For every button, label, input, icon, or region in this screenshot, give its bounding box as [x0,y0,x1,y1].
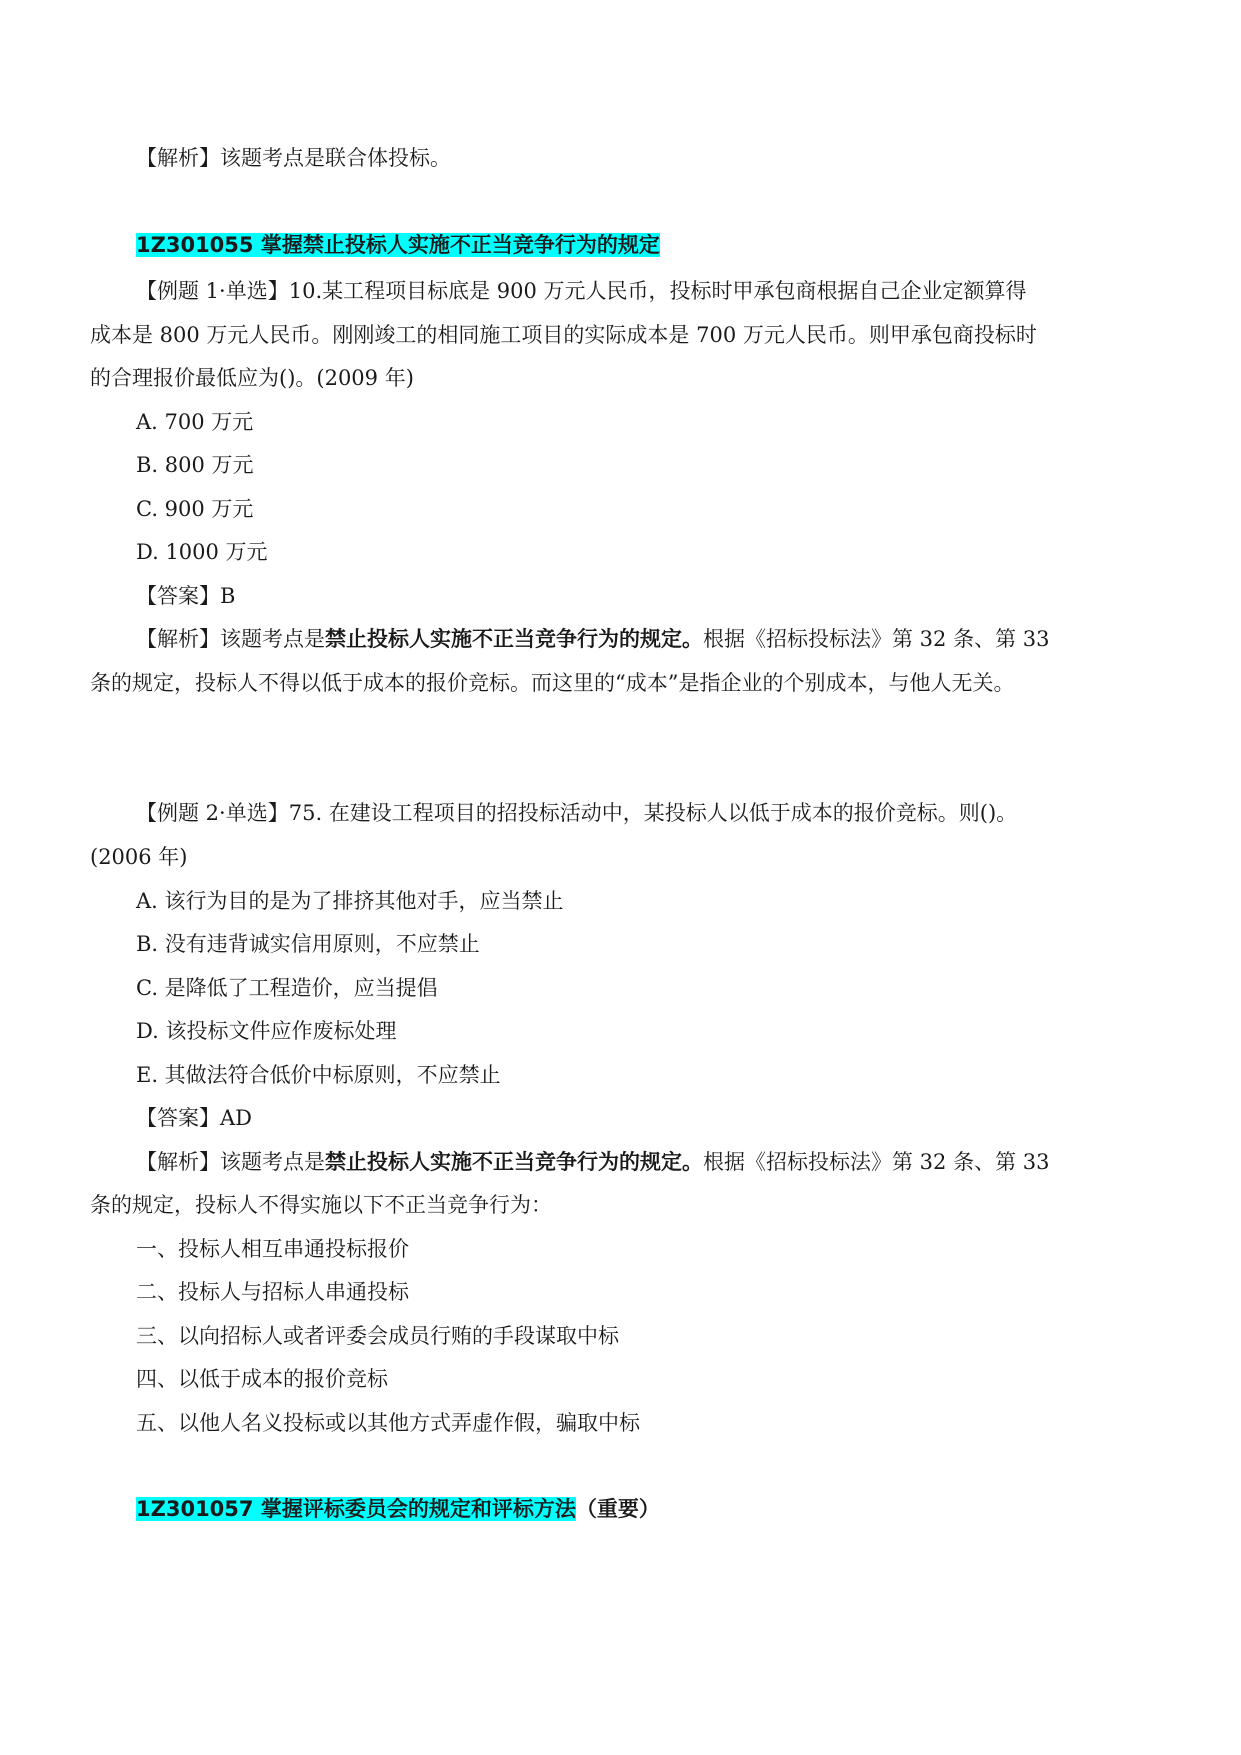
question-2-analysis-line-1 [136,1147,1049,1177]
analysis-prefix: 【解析】该题考点是 [136,627,325,651]
list-item: 二、投标人与招标人串通投标 [136,1280,409,1304]
list-item: 四、以低于成本的报价竞标 [136,1367,388,1391]
intro-analysis: 【解析】该题考点是联合体投标。 [136,146,451,170]
question-2-option-e: E. 其做法符合低价中标原则，不应禁止 [136,1063,501,1087]
question-1-line-1 [136,276,1027,306]
question-1-stem-1: 10.某工程项目标底是 900 万元人民币，投标时甲承包商根据自己企业定额算得 [288,279,1027,303]
analysis-rest: 根据《招标投标法》第 32 条、第 33 [703,1150,1050,1174]
question-1-analysis-line-2: 条的规定，投标人不得以低于成本的报价竞标。而这里的“成本”是指企业的个别成本，与他人无关。 [90,671,1015,695]
section-heading-text: 1Z301055 掌握禁止投标人实施不正当竞争行为的规定 [136,233,660,257]
question-1-line-3: 的合理报价最低应为()。(2009 年) [90,366,414,390]
question-2-option-c: C. 是降低了工程造价，应当提倡 [136,976,438,1000]
question-2-answer: 【答案】AD [136,1106,253,1130]
list-item: 五、以他人名义投标或以其他方式弄虚作假，骗取中标 [136,1411,640,1435]
question-2-option-a: A. 该行为目的是为了排挤其他对手，应当禁止 [136,889,564,913]
question-2-analysis-line-2: 条的规定，投标人不得实施以下不正当竞争行为： [90,1193,552,1217]
question-1-option-b: B. 800 万元 [136,453,254,477]
question-2-option-b: B. 没有违背诚实信用原则，不应禁止 [136,932,480,956]
section-heading-1z301057 [136,1494,660,1524]
question-1-line-2: 成本是 800 万元人民币。刚刚竣工的相同施工项目的实际成本是 700 万元人民币。则甲承包商投标时 [90,323,1037,347]
question-1-analysis-line-1 [136,624,1049,654]
analysis-bold: 禁止投标人实施不正当竞争行为的规定。 [325,627,703,651]
section-heading-1z301055 [136,230,660,260]
question-2-line-2: (2006 年) [90,845,188,869]
list-item: 三、以向招标人或者评委会成员行贿的手段谋取中标 [136,1324,619,1348]
section-heading-text: 1Z301057 掌握评标委员会的规定和评标方法 [136,1497,576,1521]
question-1-option-d: D. 1000 万元 [136,540,268,564]
analysis-prefix: 【解析】该题考点是 [136,1150,325,1174]
section-heading-suffix: （重要） [575,1497,660,1521]
analysis-bold: 禁止投标人实施不正当竞争行为的规定。 [325,1150,703,1174]
question-2-prefix: 【例题 2·单选】 [136,801,289,825]
question-1-prefix: 【例题 1·单选】 [136,279,289,303]
question-1-answer: 【答案】B [136,584,236,608]
list-item: 一、投标人相互串通投标报价 [136,1237,409,1261]
question-1-option-c: C. 900 万元 [136,497,254,521]
question-2-stem-1: 75. 在建设工程项目的招投标活动中，某投标人以低于成本的报价竞标。则()。 [288,801,1018,825]
question-1-option-a: A. 700 万元 [136,410,254,434]
analysis-rest: 根据《招标投标法》第 32 条、第 33 [703,627,1050,651]
question-2-option-d: D. 该投标文件应作废标处理 [136,1019,397,1043]
question-2-line-1 [136,798,1017,828]
